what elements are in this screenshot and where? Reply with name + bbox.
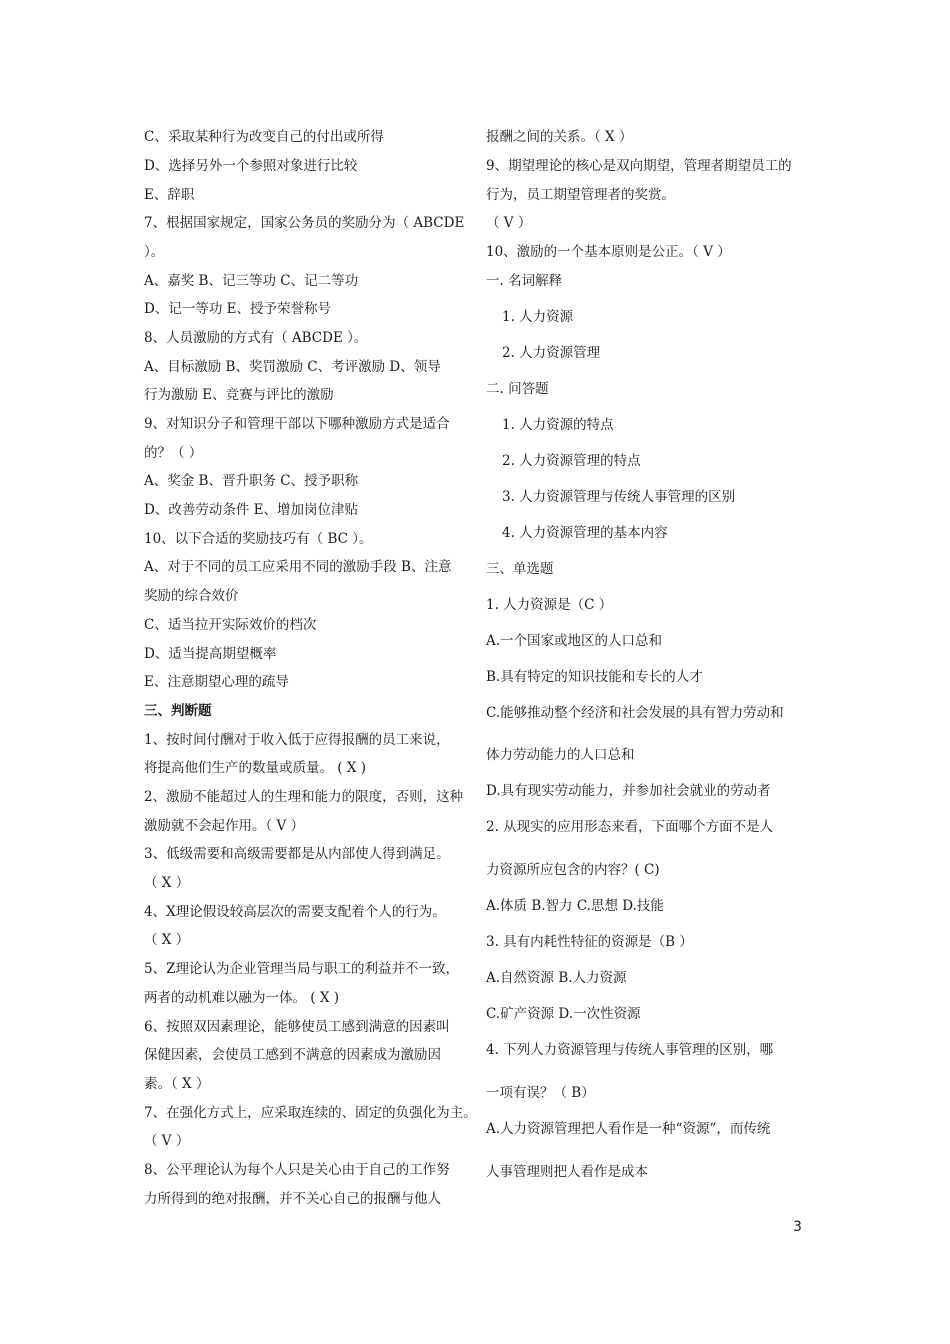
text-line: 7、根据国家规定，国家公务员的奖励分为（ ABCDE: [144, 215, 465, 231]
text-line: （ X ）: [144, 875, 190, 891]
text-line: 8、人员激励的方式有（ ABCDE ）。: [144, 330, 368, 346]
text-line: D、记一等功 E、授予荣誉称号: [144, 301, 331, 317]
option-line: D.具有现实劳动能力，并参加社会就业的劳动者: [486, 783, 771, 799]
text-line: （ V ）: [486, 215, 532, 231]
page-number: 3: [793, 1219, 802, 1235]
text-line: ）。: [144, 244, 165, 260]
text-line: 9、对知识分子和管理干部以下哪种激励方式是适合: [144, 416, 450, 432]
text-line: 两者的动机难以融为一体。 ( X ): [144, 990, 340, 1006]
text-line: D、改善劳动条件 E、增加岗位津贴: [144, 502, 358, 518]
list-item: 4. 人力资源管理的基本内容: [502, 525, 668, 541]
list-item: 1. 人力资源: [502, 309, 574, 325]
text-line: A、目标激励 B、奖罚激励 C、考评激励 D、领导: [144, 359, 441, 375]
text-line: A、奖金 B、晋升职务 C、授予职称: [144, 473, 359, 489]
text-line: 行为，员工期望管理者的奖赏。: [486, 187, 675, 203]
text-line: A、对于不同的员工应采用不同的激励手段 B、注意: [144, 559, 452, 575]
text-line: 的？（ ）: [144, 445, 203, 461]
text-line: 激励就不会起作用。（ V ）: [144, 818, 305, 834]
text-line: 7、在强化方式上，应采取连续的、固定的负强化为主。: [144, 1105, 477, 1121]
section-heading: 一. 名词解释: [486, 273, 563, 289]
question-line: 4. 下列人力资源管理与传统人事管理的区别，哪: [486, 1042, 774, 1058]
text-line: 保健因素，会使员工感到不满意的因素成为激励因: [144, 1047, 441, 1063]
list-item: 3. 人力资源管理与传统人事管理的区别: [502, 489, 736, 505]
text-line: 10、以下合适的奖励技巧有（ BC ）。: [144, 531, 373, 547]
option-line: 人事管理则把人看作是成本: [486, 1164, 648, 1180]
text-line: 奖励的综合效价: [144, 588, 239, 604]
text-line: 10、激励的一个基本原则是公正。（ V ）: [486, 244, 731, 260]
text-line: D、选择另外一个参照对象进行比较: [144, 158, 358, 174]
text-line: 6、按照双因素理论，能够使员工感到满意的因素叫: [144, 1019, 450, 1035]
question-line: 力资源所应包含的内容？( C): [486, 862, 660, 878]
text-line: 报酬之间的关系。（ X ）: [486, 129, 633, 145]
question-line: 2. 从现实的应用形态来看，下面哪个方面不是人: [486, 819, 774, 835]
text-line: 8、公平理论认为每个人只是关心由于自己的工作努: [144, 1162, 450, 1178]
option-line: C.矿产资源 D.一次性资源: [486, 1006, 641, 1022]
list-item: 2. 人力资源管理的特点: [502, 453, 641, 469]
list-item: 1. 人力资源的特点: [502, 417, 614, 433]
text-line: C、采取某种行为改变自己的付出或所得: [144, 129, 384, 145]
section-heading: 三、单选题: [486, 561, 554, 577]
option-line: B.具有特定的知识技能和专长的人才: [486, 669, 703, 685]
option-line: A.一个国家或地区的人口总和: [486, 633, 663, 649]
option-line: 体力劳动能力的人口总和: [486, 747, 635, 763]
text-line: 5、Z理论认为企业管理当局与职工的利益并不一致，: [144, 961, 459, 977]
text-line: 2、激励不能超过人的生理和能力的限度，否则，这种: [144, 789, 464, 805]
text-line: 4、X理论假设较高层次的需要支配着个人的行为。: [144, 904, 446, 920]
question-line: 1. 人力资源是（C ）: [486, 597, 613, 613]
text-line: 9、期望理论的核心是双向期望，管理者期望员工的: [486, 158, 792, 174]
text-line: 素。（ X ）: [144, 1076, 210, 1092]
question-line: 一项有误？（ B）: [486, 1085, 595, 1101]
text-line: E、注意期望心理的疏导: [144, 674, 289, 690]
section-heading: 三、判断题: [144, 703, 212, 719]
text-line: 1、按时间付酬对于收入低于应得报酬的员工来说，: [144, 732, 450, 748]
question-line: 3. 具有内耗性特征的资源是（B ）: [486, 934, 693, 950]
text-line: D、适当提高期望概率: [144, 646, 277, 662]
option-line: C.能够推动整个经济和社会发展的具有智力劳动和: [486, 705, 784, 721]
text-line: C、适当拉开实际效价的档次: [144, 617, 317, 633]
text-line: E、辞职: [144, 187, 195, 203]
option-line: A.人力资源管理把人看作是一种“资源”，而传统: [486, 1121, 771, 1137]
text-line: （ X ）: [144, 932, 190, 948]
text-line: A、嘉奖 B、记三等功 C、记二等功: [144, 273, 359, 289]
text-line: 3、低级需要和高级需要都是从内部使人得到满足。: [144, 846, 450, 862]
text-line: 将提高他们生产的数量或质量。 ( X ): [144, 760, 367, 776]
option-line: A.自然资源 B.人力资源: [486, 970, 627, 986]
text-line: 行为激励 E、竞赛与评比的激励: [144, 387, 334, 403]
text-line: （ V ）: [144, 1133, 190, 1149]
text-line: 力所得到的绝对报酬，并不关心自己的报酬与他人: [144, 1191, 441, 1207]
section-heading: 二. 问答题: [486, 381, 549, 397]
option-line: A.体质 B.智力 C.思想 D.技能: [486, 898, 664, 914]
list-item: 2. 人力资源管理: [502, 345, 601, 361]
